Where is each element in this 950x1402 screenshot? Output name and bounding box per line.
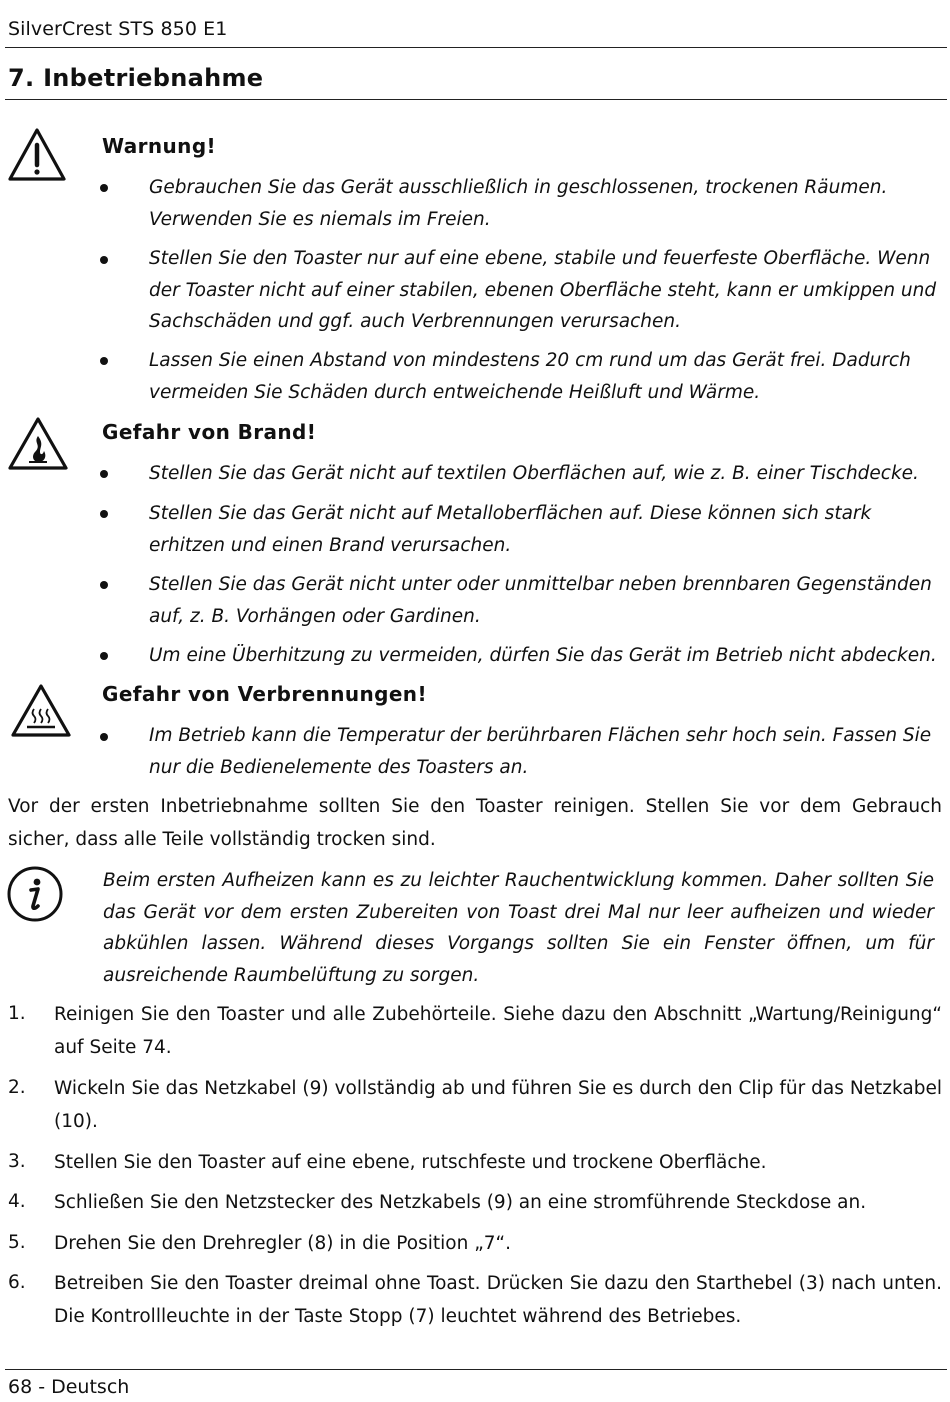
header-divider: [5, 47, 947, 48]
bullet-marker: [100, 510, 108, 518]
bullet-marker: [100, 581, 108, 589]
bullet-marker: [100, 256, 108, 264]
info-icon: [6, 865, 64, 927]
document-header: SilverCrest STS 850 E1: [8, 18, 228, 40]
bullet-marker: [100, 184, 108, 192]
step-text: Betreiben Sie den Toaster dreimal ohne Toast. Drücken Sie dazu den Starthebel (3) nach unten. Die Kontrollleuchte in der Taste Stopp (7) leuchtet während des Betriebes.: [54, 1273, 942, 1327]
warning-triangle-icon: [7, 127, 67, 187]
fire-hazard-icon: [7, 416, 69, 476]
fire-item: Stellen Sie das Gerät nicht auf textilen Oberflächen auf, wie z. B. einer Tischdecke.: [149, 463, 919, 484]
step-number: 2.: [8, 1077, 26, 1098]
bullet-marker: [100, 652, 108, 660]
footer-divider: [5, 1369, 947, 1370]
intro-paragraph: Vor der ersten Inbetriebnahme sollten Sie den Toaster reinigen. Stellen Sie vor dem Gebrauch sicher, dass alle Teile vollständig trocken sind.: [8, 796, 942, 850]
title-divider: [5, 99, 947, 100]
bullet-marker: [100, 470, 108, 478]
step-text: Wickeln Sie das Netzkabel (9) vollständig ab und führen Sie es durch den Clip für das Netzkabel (10).: [54, 1078, 942, 1132]
step-text: Schließen Sie den Netzstecker des Netzkabels (9) an eine stromführende Steckdose an.: [54, 1192, 867, 1213]
section-title: 7. Inbetriebnahme: [8, 64, 264, 92]
warning-item: Lassen Sie einen Abstand von mindestens 20 cm rund um das Gerät frei. Dadurch vermeiden Sie Schäden durch entweichende Heißluft und Wärme.: [149, 350, 911, 403]
warning-item: Stellen Sie den Toaster nur auf eine ebene, stabile und feuerfeste Oberfläche. Wenn der Toaster nicht auf einer stabilen, ebenen Oberfläche steht, kann er umkippen und Sachschäden und ggf. auch Verbrennungen verursachen.: [149, 248, 937, 332]
bullet-marker: [100, 733, 108, 741]
step-number: 4.: [8, 1191, 26, 1212]
info-note: Beim ersten Aufheizen kann es zu leichter Rauchentwicklung kommen. Daher sollten Sie das Gerät vor dem ersten Zubereiten von Toast drei Mal nur leer aufheizen und wieder abkühlen lassen. Während dieses Vorgangs sollten Sie ein Fenster öffnen, um für ausreichende Raumbelüftung zu sorgen.: [103, 870, 934, 986]
page-footer: 68 - Deutsch: [8, 1376, 130, 1398]
step-text: Stellen Sie den Toaster auf eine ebene, rutschfeste und trockene Oberfläche.: [54, 1152, 767, 1173]
step-number: 5.: [8, 1232, 26, 1253]
hot-surface-icon: [10, 683, 72, 743]
step-text: Reinigen Sie den Toaster und alle Zubehörteile. Siehe dazu den Abschnitt „Wartung/Reinigung“ auf Seite 74.: [54, 1004, 942, 1058]
burn-item: Im Betrieb kann die Temperatur der berührbaren Flächen sehr hoch sein. Fassen Sie nur die Bedienelemente des Toasters an.: [149, 725, 932, 778]
step-number: 1.: [8, 1003, 26, 1024]
bullet-marker: [100, 357, 108, 365]
fire-item: Um eine Überhitzung zu vermeiden, dürfen Sie das Gerät im Betrieb nicht abdecken.: [149, 645, 937, 666]
step-number: 3.: [8, 1151, 26, 1172]
step-number: 6.: [8, 1272, 26, 1293]
burn-title: Gefahr von Verbrennungen!: [102, 682, 427, 706]
warning-title: Warnung!: [102, 134, 217, 158]
warning-item: Gebrauchen Sie das Gerät ausschließlich in geschlossenen, trockenen Räumen. Verwenden Sie es niemals im Freien.: [149, 177, 888, 230]
fire-title: Gefahr von Brand!: [102, 420, 317, 444]
fire-item: Stellen Sie das Gerät nicht auf Metalloberflächen auf. Diese können sich stark erhitzen und einen Brand verursachen.: [149, 503, 872, 556]
step-text: Drehen Sie den Drehregler (8) in die Position „7“.: [54, 1233, 512, 1254]
fire-item: Stellen Sie das Gerät nicht unter oder unmittelbar neben brennbaren Gegenständen auf, z. B. Vorhängen oder Gardinen.: [149, 574, 932, 627]
